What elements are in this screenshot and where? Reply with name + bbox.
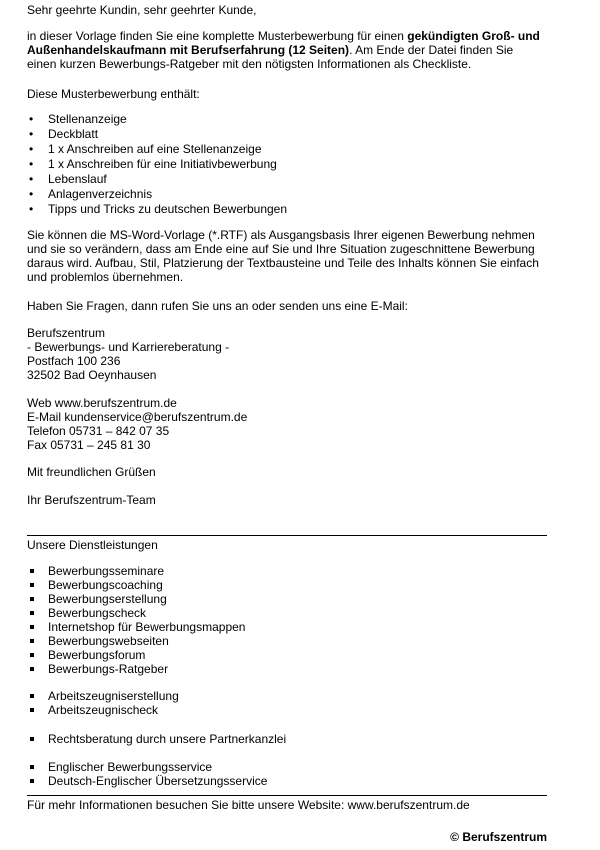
services-list-3 <box>27 732 547 746</box>
questions-text: Haben Sie Fragen, dann rufen Sie uns an oder senden uns eine E-Mail: <box>27 299 408 313</box>
services-heading: Unsere Dienstleistungen <box>27 538 158 552</box>
closing: Mit freundlichen Grüßen <box>27 465 156 479</box>
contents-list <box>27 112 547 217</box>
list-item: Deckblatt <box>48 127 99 141</box>
list-item: 1 x Anschreiben auf eine Stellenanzeige <box>48 142 262 156</box>
list-item: Anlagenverzeichnis <box>48 187 153 201</box>
phone-number: Telefon 05731 – 842 07 35 <box>27 424 170 438</box>
contact-block <box>27 396 247 452</box>
usage-paragraph: Sie können die MS-Word-Vorlage (*.RTF) als Ausgangsbasis Ihrer eigenen Bewerbung nehmen und sie so verändern, dass am Ende eine auf Sie und Ihre Situation zugeschnittene Bewerbung daraus wird. Aufbau, Stil, Platzierung der Textbausteine und Teile des Inhalts können Sie einfach und problemlos übernehmen. <box>27 228 539 284</box>
web-link[interactable]: Web www.berufszentrum.de <box>27 396 177 410</box>
fax-number: Fax 05731 – 245 81 30 <box>27 438 151 452</box>
list-item: Bewerbungs-Ratgeber <box>48 662 169 676</box>
list-item: Deutsch-Englischer Übersetzungsservice <box>48 774 268 788</box>
list-item: Bewerbungsforum <box>48 648 146 662</box>
list-item: Arbeitszeugniserstellung <box>48 689 179 703</box>
copyright: © Berufszentrum <box>450 830 547 844</box>
list-item: Arbeitszeugnischeck <box>48 703 159 717</box>
services-list-4 <box>27 760 547 788</box>
intro-paragraph <box>27 29 540 71</box>
divider-bottom <box>27 795 547 796</box>
signature: Ihr Berufszentrum-Team <box>27 493 156 507</box>
greeting: Sehr geehrte Kundin, sehr geehrter Kunde, <box>27 3 257 17</box>
list-item: Bewerbungserstellung <box>48 592 167 606</box>
more-info-text: Für mehr Informationen besuchen Sie bitte unsere Website: www.berufszentrum.de <box>27 798 470 812</box>
list-item: Stellenanzeige <box>48 112 127 126</box>
list-item: Bewerbungscoaching <box>48 578 163 592</box>
list-item: Bewerbungscheck <box>48 606 147 620</box>
list-item: Bewerbungswebseiten <box>48 634 169 648</box>
intro-line-3: einen kurzen Bewerbungs-Ratgeber mit den nötigsten Informationen als Checkliste. <box>27 57 472 71</box>
list-item: 1 x Anschreiben für eine Initiativbewerbung <box>48 157 277 171</box>
document-page <box>27 0 547 850</box>
intro-line-2: Außenhandelskaufmann mit Berufserfahrung (12 Seiten). Am Ende der Datei finden Sie <box>27 43 514 57</box>
list-item: Internetshop für Bewerbungsmappen <box>48 620 246 634</box>
email-link[interactable]: E-Mail kundenservice@berufszentrum.de <box>27 410 248 424</box>
services-list-2 <box>27 689 547 717</box>
list-item: Bewerbungsseminare <box>48 564 165 578</box>
divider-top <box>27 535 547 536</box>
list-item: Lebenslauf <box>48 172 107 186</box>
address-block: Berufszentrum - Bewerbungs- und Karriereberatung - Postfach 100 236 32502 Bad Oeynhausen <box>27 326 230 382</box>
list-item: Englischer Bewerbungsservice <box>48 760 213 774</box>
intro-line-1: in dieser Vorlage finden Sie eine komplette Musterbewerbung für einen gekündigten Groß- und <box>27 29 540 43</box>
list-item: Tipps und Tricks zu deutschen Bewerbungen <box>48 202 288 216</box>
list-item: Rechtsberatung durch unsere Partnerkanzlei <box>48 732 287 746</box>
services-list-1 <box>27 564 547 676</box>
contents-heading: Diese Musterbewerbung enthält: <box>27 87 200 101</box>
